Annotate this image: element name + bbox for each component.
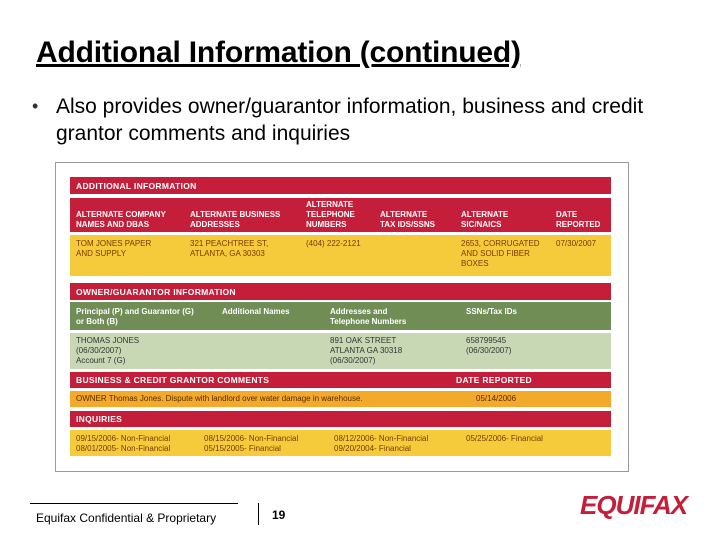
owner-name-value: THOMAS JONES (06/30/2007) Account 7 (G) [76, 336, 140, 365]
bullet-icon: • [32, 96, 39, 116]
comment-text: OWNER Thomas Jones. Dispute with landlord over water damage in warehouse. [76, 394, 363, 403]
col-alt-addresses: ALTERNATE BUSINESS ADDRESSES [190, 210, 281, 229]
inquiries-row [70, 430, 611, 456]
inquiry-col-4: 05/25/2006- Financial [466, 434, 543, 443]
alt-phone-value: (404) 222-2121 [306, 239, 361, 248]
inquiries-header [70, 411, 611, 427]
inquiry-col-3: 08/12/2006- Non-Financial 09/20/2004- Financial [334, 434, 429, 453]
alt-address-value: 321 PEACHTREE ST, ATLANTA, GA 30303 [190, 239, 269, 258]
col-addresses-phones: Addresses and Telephone Numbers [330, 307, 407, 326]
comments-title: BUSINESS & CREDIT GRANTOR COMMENTS [76, 375, 270, 385]
col-principal: Principal (P) and Guarantor (G) or Both (B) [76, 307, 194, 326]
col-alt-phones: ALTERNATE TELEPHONE NUMBERS [306, 200, 355, 229]
col-alt-names: ALTERNATE COMPANY NAMES AND DBAS [76, 210, 166, 229]
alt-sic-value: 2653, CORRUGATED AND SOLID FIBER BOXES [461, 239, 540, 268]
col-ssns: SSNs/Tax IDs [466, 307, 517, 316]
comments-header [70, 372, 611, 388]
owner-guarantor-header [70, 283, 611, 300]
bullet-text: Also provides owner/guarantor information, business and credit grantor comments and inquiries [56, 95, 644, 145]
equifax-logo: EQUIFAX [580, 490, 688, 520]
alt-date-value: 07/30/2007 [556, 239, 597, 248]
alt-name-value: TOM JONES PAPER AND SUPPLY [76, 239, 152, 258]
additional-info-columns [70, 198, 611, 232]
comment-row [70, 391, 611, 407]
additional-info-title: ADDITIONAL INFORMATION [76, 181, 197, 191]
owner-guarantor-title: OWNER/GUARANTOR INFORMATION [76, 287, 236, 297]
comments-date-title: DATE REPORTED [456, 375, 532, 385]
page-number: 19 [272, 508, 286, 522]
footer-confidential: Equifax Confidential & Proprietary [36, 511, 217, 525]
owner-row [70, 333, 611, 369]
col-alt-taxids: ALTERNATE TAX IDS/SSNS [380, 210, 435, 229]
report-excerpt [55, 162, 629, 472]
footer-divider [30, 503, 238, 504]
inquiries-title: INQUIRIES [76, 414, 123, 424]
inquiry-col-1: 09/15/2006- Non-Financial 08/01/2005- Non-Financial [76, 434, 171, 453]
page-number-divider [258, 503, 259, 525]
comment-date: 05/14/2006 [476, 394, 517, 403]
owner-address-value: 891 OAK STREET ATLANTA GA 30318 (06/30/2007) [330, 336, 403, 365]
inquiry-col-2: 08/15/2006- Non-Financial 05/15/2005- Financial [204, 434, 299, 453]
col-alt-sic: ALTERNATE SIC/NAICS [461, 210, 509, 229]
additional-info-header [70, 177, 611, 194]
col-additional-names: Additional Names [222, 307, 290, 316]
owner-columns [70, 302, 611, 330]
slide-title: Additional Information (continued) [36, 36, 521, 69]
owner-ssn-value: 658799545 (06/30/2007) [466, 336, 512, 355]
additional-info-row [70, 235, 611, 276]
col-date-reported: DATE REPORTED [556, 210, 601, 229]
